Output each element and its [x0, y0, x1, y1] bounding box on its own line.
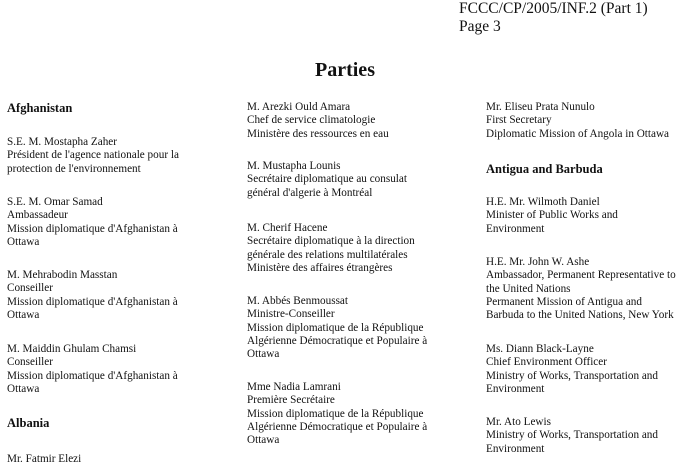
participant-entry — [7, 196, 178, 249]
participant-title: Chef de service climatologie — [247, 114, 376, 127]
participant-entry-clipped — [7, 453, 82, 465]
document-symbol: FCCC/CP/2005/INF.2 (Part 1) — [459, 0, 648, 17]
participant-organization: Mission diplomatique d'Afghanistan à — [7, 369, 178, 382]
participant-title: Secrétaire diplomatique à la direction — [247, 235, 415, 248]
participant-entry — [247, 295, 427, 361]
participant-entry — [7, 269, 178, 322]
participant-title: Président de l'agence nationale pour la — [7, 149, 179, 162]
participant-entry — [7, 136, 179, 176]
participant-organization: Mission diplomatique de la République — [247, 407, 424, 420]
participant-organization: Mission diplomatique d'Afghanistan à — [7, 222, 178, 235]
page-number: Page 3 — [459, 18, 501, 35]
participant-entry — [486, 196, 618, 236]
participant-name: S.E. M. Mostapha Zaher — [7, 136, 117, 148]
participant-title: générale des relations multilatérales — [247, 248, 408, 261]
participant-organization: Barbuda to the United Nations, New York — [486, 309, 674, 322]
participant-organization: Ministère des ressources en eau — [247, 127, 389, 140]
participant-name: H.E. Mr. John W. Ashe — [486, 256, 590, 268]
participant-organization: Mission diplomatique de la République — [247, 321, 424, 334]
participant-title: the United Nations — [486, 282, 571, 295]
participant-name: M. Mehrabodin Masstan — [7, 269, 118, 281]
participant-name: Mr. Eliseu Prata Nunulo — [486, 101, 595, 113]
participant-organization: Ottawa — [247, 348, 280, 361]
participant-organization: Diplomatic Mission of Angola in Ottawa — [486, 127, 670, 140]
participant-title: général d'algerie à Montréal — [247, 186, 373, 199]
participant-title: Environment — [486, 222, 545, 235]
participant-organization: Environment — [486, 382, 545, 395]
participant-title: Ambassador, Permanent Representative to — [486, 269, 676, 282]
participant-entry — [486, 101, 669, 141]
participant-entry — [247, 222, 415, 275]
participant-title: Conseiller — [7, 356, 53, 369]
participant-entry — [486, 343, 658, 396]
participant-title: Ministre-Conseiller — [247, 308, 335, 321]
participant-name: H.E. Mr. Wilmoth Daniel — [486, 196, 600, 208]
participant-name: Ms. Diann Black-Layne — [486, 343, 594, 355]
participant-title: Ambassadeur — [7, 209, 68, 222]
participant-title: Première Secrétaire — [247, 394, 335, 407]
participant-title: Secrétaire diplomatique au consulat — [247, 173, 407, 186]
participant-organization: Ottawa — [7, 308, 40, 321]
page-title: Parties — [315, 59, 375, 81]
participant-organization: Ottawa — [7, 235, 40, 248]
participant-organization: Ottawa — [7, 382, 40, 395]
participant-entry — [247, 160, 407, 200]
document-header — [459, 0, 648, 36]
participant-name: Mme Nadia Lamrani — [247, 381, 341, 393]
participant-title: protection de l'environnement — [7, 162, 141, 175]
participant-title: Chief Environment Officer — [486, 356, 607, 369]
participant-entry — [486, 256, 676, 322]
participant-title: First Secretary — [486, 114, 552, 127]
participant-entry — [247, 381, 427, 447]
country-heading-antigua-and-barbuda: Antigua and Barbuda — [486, 162, 603, 176]
participant-name: S.E. M. Omar Samad — [7, 196, 103, 208]
participant-entry — [7, 343, 178, 396]
participant-title: Minister of Public Works and — [486, 209, 618, 222]
participant-organization: Environment — [486, 442, 545, 455]
participant-name: M. Maiddin Ghulam Chamsi — [7, 343, 137, 355]
participant-name: M. Arezki Ould Amara — [247, 101, 351, 113]
participant-name: M. Abbés Benmoussat — [247, 295, 348, 307]
country-heading-albania: Albania — [7, 416, 50, 430]
participant-name: Mr. Ato Lewis — [486, 416, 551, 428]
participant-title: Conseiller — [7, 282, 53, 295]
participant-name: Mr. Fatmir Elezi — [7, 453, 82, 465]
participant-organization: Permanent Mission of Antigua and — [486, 295, 642, 308]
participant-organization: Ministère des affaires étrangères — [247, 261, 393, 274]
participant-organization: Algérienne Démocratique et Populaire à — [247, 420, 428, 433]
participant-organization: Algérienne Démocratique et Populaire à — [247, 334, 428, 347]
country-heading-afghanistan: Afghanistan — [7, 101, 73, 115]
participant-name: M. Mustapha Lounis — [247, 160, 341, 172]
participant-name: M. Cherif Hacene — [247, 222, 328, 234]
participant-entry — [247, 101, 389, 141]
participant-organization: Ottawa — [247, 434, 280, 447]
participant-entry — [486, 416, 658, 456]
participant-organization: Mission diplomatique d'Afghanistan à — [7, 295, 178, 308]
participant-organization: Ministry of Works, Transportation and — [486, 429, 658, 442]
participant-organization: Ministry of Works, Transportation and — [486, 369, 658, 382]
